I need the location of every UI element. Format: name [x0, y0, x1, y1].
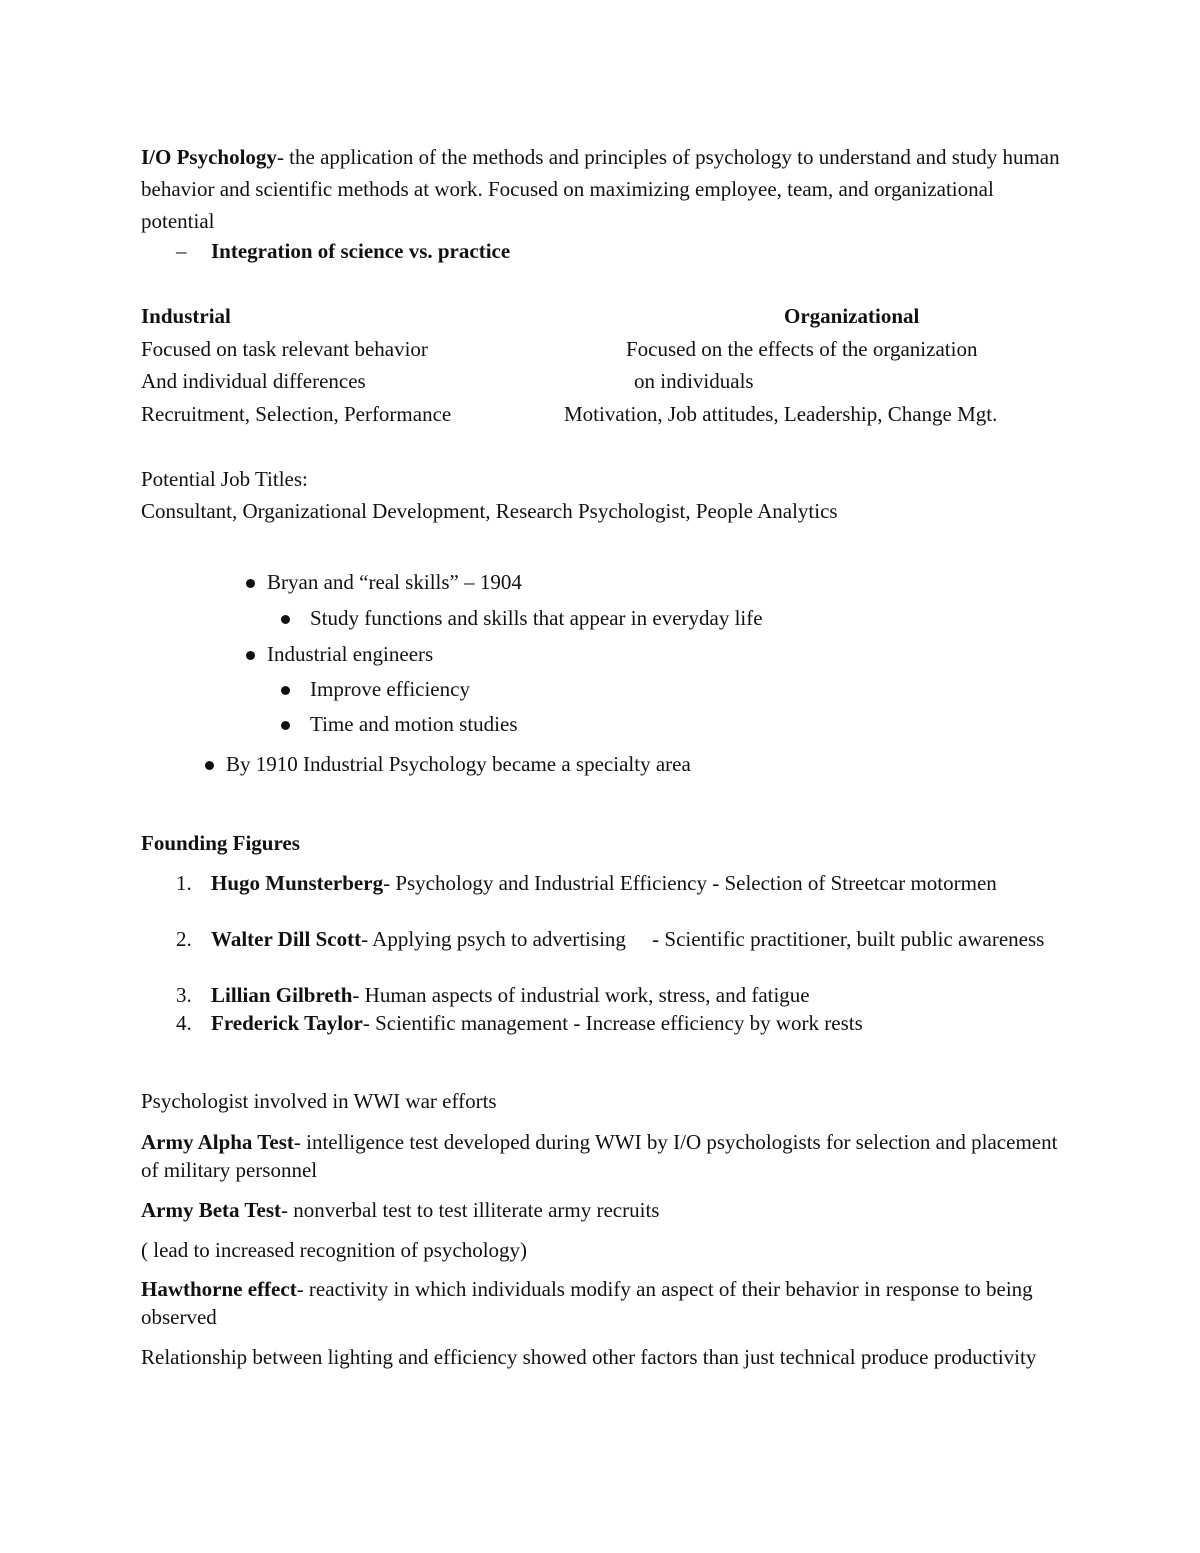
founders-heading: Founding Figures [141, 831, 300, 855]
industrial-heading: Industrial [141, 304, 231, 328]
intro-term: I/O Psychology [141, 145, 277, 169]
dash-item: Integration of science vs. practice [211, 239, 511, 263]
hawthorne-paragraph: Hawthorne effect- reactivity in which individuals modify an aspect of their behavior in response to being observed [141, 1277, 1033, 1329]
bullet-bryan-sub: Study functions and skills that appear in everyday life [310, 606, 763, 630]
founder-number: 2. [176, 927, 192, 951]
founder-number: 3. [176, 983, 192, 1007]
organizational-heading: Organizational [784, 304, 920, 328]
job-titles-list: Consultant, Organizational Development, Research Psychologist, People Analytics [141, 499, 838, 523]
bullet-dot [246, 579, 255, 588]
founder-item: Lillian Gilbreth- Human aspects of industrial work, stress, and fatigue [211, 983, 810, 1007]
founder-number: 1. [176, 871, 192, 895]
wwi-intro: Psychologist involved in WWI war efforts [141, 1089, 497, 1113]
dash-marker: – [176, 239, 187, 263]
bullet-dot [281, 721, 290, 730]
bullet-time-motion: Time and motion studies [310, 712, 518, 736]
intro-paragraph [141, 141, 1071, 237]
bullet-bryan: Bryan and “real skills” – 1904 [267, 570, 522, 594]
industrial-line-1: Focused on task relevant behavior [141, 337, 428, 361]
founder-item: Hugo Munsterberg- Psychology and Industrial Efficiency - Selection of Streetcar motormen [211, 871, 997, 895]
organizational-line-2: on individuals [634, 369, 754, 393]
bullet-dot [281, 615, 290, 624]
founder-item: Frederick Taylor- Scientific management - Increase efficiency by work rests [211, 1011, 863, 1035]
founder-number: 4. [176, 1011, 192, 1035]
bullet-improve-efficiency: Improve efficiency [310, 677, 470, 701]
bullet-1910: By 1910 Industrial Psychology became a specialty area [226, 752, 691, 776]
industrial-line-2: And individual differences [141, 369, 366, 393]
army-beta-paragraph: Army Beta Test- nonverbal test to test illiterate army recruits [141, 1198, 660, 1222]
job-titles-label: Potential Job Titles: [141, 467, 308, 491]
organizational-line-1: Focused on the effects of the organization [626, 337, 978, 361]
army-alpha-paragraph: Army Alpha Test- intelligence test developed during WWI by I/O psychologists for selection and placement of military personnel [141, 1130, 1058, 1182]
founder-item: Walter Dill Scott- Applying psych to advertising - Scientific practitioner, built public awareness [211, 927, 1045, 951]
bullet-dot [281, 686, 290, 695]
organizational-line-3: Motivation, Job attitudes, Leadership, Change Mgt. [564, 402, 998, 426]
recognition-note: ( lead to increased recognition of psychology) [141, 1238, 528, 1262]
relationship-paragraph: Relationship between lighting and efficiency showed other factors than just technical produce productivity [141, 1345, 1037, 1369]
bullet-dot [205, 761, 214, 770]
bullet-industrial-engineers: Industrial engineers [267, 642, 434, 666]
intro-definition: - the application of the methods and principles of psychology to understand and study human behavior and scientific methods at work. Focused on maximizing employee, team, and organizational potential [141, 145, 1060, 233]
bullet-dot [246, 651, 255, 660]
industrial-line-3: Recruitment, Selection, Performance [141, 402, 452, 426]
